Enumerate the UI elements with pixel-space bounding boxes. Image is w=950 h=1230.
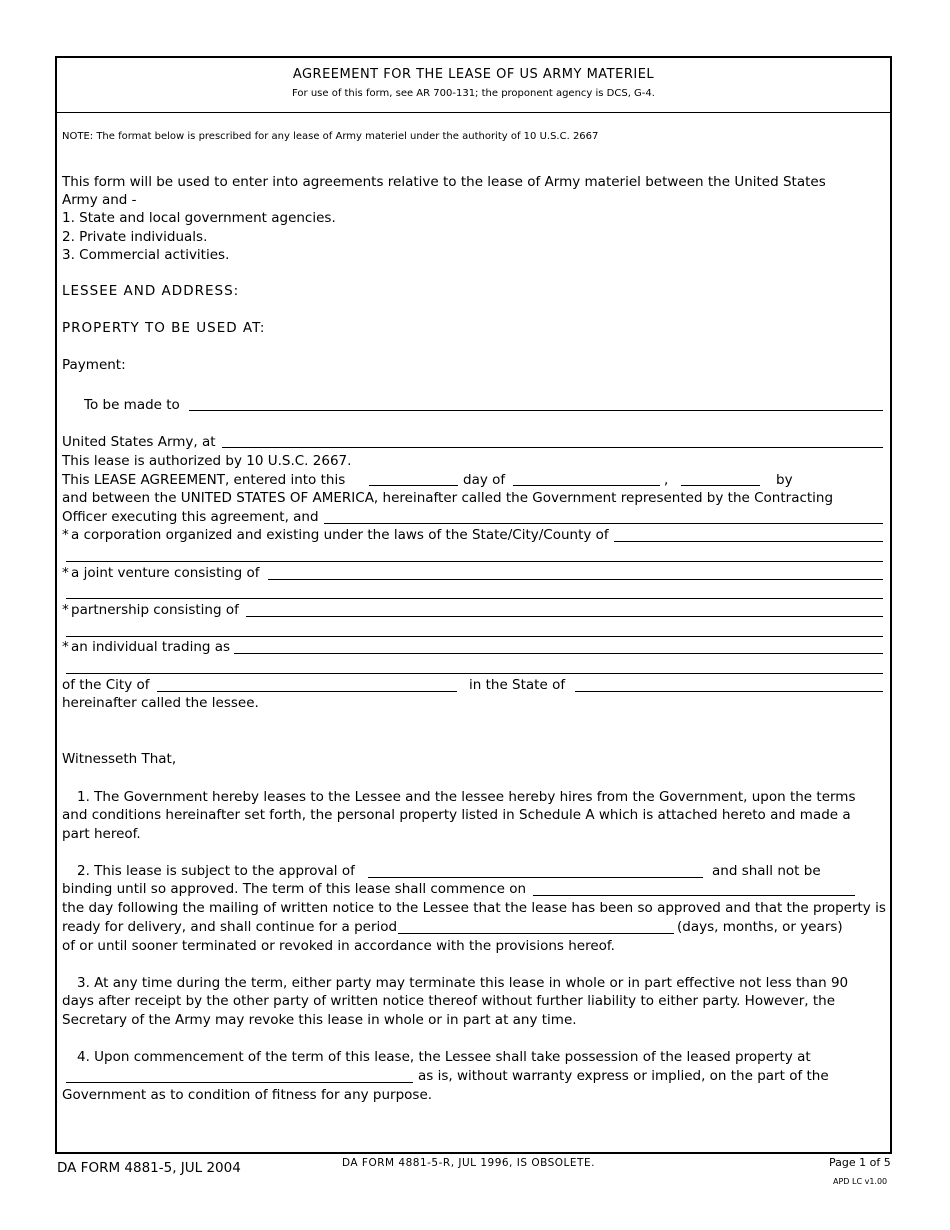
comma-label: , <box>664 472 669 488</box>
paragraph-2-line-5: of or until sooner terminated or revoked in accordance with the provisions hereof. <box>62 938 615 954</box>
paragraph-3-line-2: days after receipt by the other party of written notice thereof without further liability to either party. However, the <box>62 993 836 1009</box>
paragraph-4-line-1: 4. Upon commencement of the term of this lease, the Lessee shall take possession of the leased property at <box>77 1049 811 1065</box>
payee-field[interactable] <box>189 410 883 411</box>
intro-item-1: 1. State and local government agencies. <box>62 210 336 226</box>
intro-item-3: 3. Commercial activities. <box>62 247 230 263</box>
intro-line-1: This form will be used to enter into agreements relative to the lease of Army materiel between the United States <box>62 174 826 190</box>
joint-venture-label: a joint venture consisting of <box>71 565 260 581</box>
obsolete-notice: DA FORM 4881-5-R, JUL 1996, IS OBSOLETE. <box>342 1157 595 1169</box>
commence-date-field[interactable] <box>533 895 855 896</box>
authorized-text: This lease is authorized by 10 U.S.C. 2667. <box>62 453 352 469</box>
lessee-name-field[interactable] <box>324 523 883 524</box>
corporation-state-field[interactable] <box>614 541 883 542</box>
paragraph-1-line-2: and conditions hereinafter set forth, the personal property listed in Schedule A which is attached hereto and made a <box>62 807 851 823</box>
form-header <box>57 58 890 113</box>
approval-authority-field[interactable] <box>368 877 703 878</box>
lease-period-field[interactable] <box>398 933 674 934</box>
day-of-label: day of <box>463 472 506 488</box>
payment-label: Payment: <box>62 357 126 373</box>
corporation-label: a corporation organized and existing under the laws of the State/City/County of <box>71 527 609 543</box>
asterisk-4: * <box>62 639 69 655</box>
state-field[interactable] <box>575 691 883 692</box>
asterisk-3: * <box>62 602 69 618</box>
lessee-address-label: LESSEE AND ADDRESS: <box>62 283 240 299</box>
lease-year-field[interactable] <box>681 485 760 486</box>
city-field[interactable] <box>157 691 457 692</box>
possession-location-field[interactable] <box>66 1082 413 1083</box>
hereinafter-text: hereinafter called the lessee. <box>62 695 259 711</box>
army-location-field[interactable] <box>222 447 883 448</box>
paragraph-3-line-1: 3. At any time during the term, either party may terminate this lease in whole or in part effective not less than 90 <box>77 975 849 991</box>
officer-text: Officer executing this agreement, and <box>62 509 319 525</box>
city-of-label: of the City of <box>62 677 150 693</box>
paragraph-2-line-3: the day following the mailing of written notice to the Lessee that the lease has been so approved and that the property is <box>62 900 886 916</box>
page-number: Page 1 of 5 <box>829 1156 891 1169</box>
asterisk-1: * <box>62 527 69 543</box>
to-be-made-label: To be made to <box>84 397 180 413</box>
individual-field[interactable] <box>234 653 883 654</box>
paragraph-3-line-3: Secretary of the Army may revoke this lease in whole or in part at any time. <box>62 1012 577 1028</box>
paragraph-4-line-3: Government as to condition of fitness for any purpose. <box>62 1087 433 1103</box>
joint-venture-field[interactable] <box>268 579 883 580</box>
form-number: DA FORM 4881-5, JUL 2004 <box>57 1160 241 1176</box>
paragraph-1-line-3: part hereof. <box>62 826 141 842</box>
individual-label: an individual trading as <box>71 639 231 655</box>
paragraph-2-not-binding: and shall not be <box>712 863 821 879</box>
version-label: APD LC v1.00 <box>833 1177 888 1186</box>
us-army-at-label: United States Army, at <box>62 434 216 450</box>
paragraph-2-line-4: ready for delivery, and shall continue for a period <box>62 919 398 935</box>
lease-agreement-text: This LEASE AGREEMENT, entered into this <box>62 472 346 488</box>
intro-item-2: 2. Private individuals. <box>62 229 208 245</box>
asterisk-2: * <box>62 565 69 581</box>
property-location-label: PROPERTY TO BE USED AT: <box>62 320 266 336</box>
note-text: NOTE: The format below is prescribed for any lease of Army materiel under the authority of 10 U.S.C. 2667 <box>62 131 599 142</box>
partnership-extra-field[interactable] <box>66 636 883 637</box>
witnesseth-text: Witnesseth That, <box>62 751 177 767</box>
lease-month-field[interactable] <box>513 485 660 486</box>
by-label: by <box>776 472 793 488</box>
corporation-extra-field[interactable] <box>66 561 883 562</box>
form-subtitle: For use of this form, see AR 700-131; the proponent agency is DCS, G-4. <box>292 88 655 99</box>
period-units-label: (days, months, or years) <box>677 919 843 935</box>
state-of-label: in the State of <box>469 677 566 693</box>
partnership-label: partnership consisting of <box>71 602 239 618</box>
joint-venture-extra-field[interactable] <box>66 598 883 599</box>
between-text: and between the UNITED STATES OF AMERICA, hereinafter called the Government represented by the Contracting <box>62 490 834 506</box>
partnership-field[interactable] <box>246 616 883 617</box>
form-title: AGREEMENT FOR THE LEASE OF US ARMY MATERIEL <box>292 67 655 82</box>
paragraph-4-line-2: as is, without warranty express or implied, on the part of the <box>418 1068 829 1084</box>
intro-line-2: Army and - <box>62 192 137 208</box>
paragraph-2-line-1: 2. This lease is subject to the approval of <box>77 863 355 879</box>
paragraph-1-line-1: 1. The Government hereby leases to the Lessee and the lessee hereby hires from the Government, upon the terms <box>77 789 856 805</box>
individual-extra-field[interactable] <box>66 673 883 674</box>
paragraph-2-line-2: binding until so approved. The term of this lease shall commence on <box>62 881 527 897</box>
lease-day-field[interactable] <box>369 485 458 486</box>
